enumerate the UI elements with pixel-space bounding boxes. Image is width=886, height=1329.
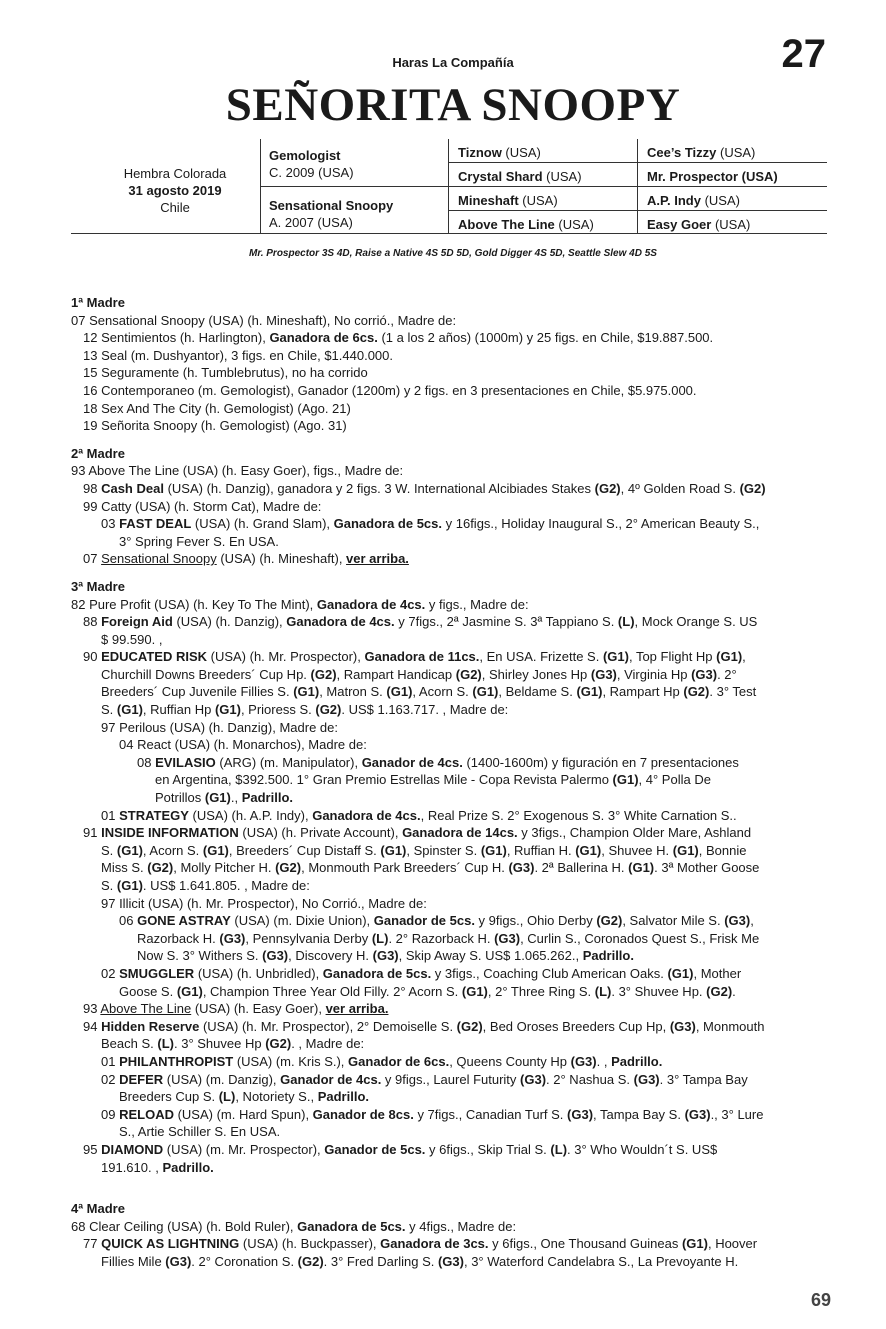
produce-entry: 02 SMUGGLER (USA) (h. Unbridled), Ganadora de 5cs. y 3figs., Coaching Club American Oaks. (G1), Mother Goose S. (G1), Champion Three Year Old Filly. 2° Acorn S. (G1), 2° Three Ring S. (L). 3° Shuvee Hp. (G2). xyxy=(101,965,742,999)
produce-entry: 16 Contemporaneo (m. Gemologist), Ganador (1200m) y 2 figs. en 3 presentaciones en Chile, $5.975.000. xyxy=(83,382,697,398)
produce-entry: 88 Foreign Aid (USA) (h. Danzig), Ganadora de 4cs. y 7figs., 2ª Jasmine S. 3ª Tappiano S. (L), Mock Orange S. US $ 99.590. , xyxy=(83,614,758,647)
page-number: 69 xyxy=(810,1290,831,1310)
dam-name: Sensational Snoopy xyxy=(269,198,394,213)
dam-cell xyxy=(269,197,393,231)
sire-cell xyxy=(269,147,354,181)
produce-entry: 01 PHILANTHROPIST (USA) (m. Kris S.), Ganador de 6cs., Queens County Hp (G3). , Padrillo. xyxy=(101,1053,663,1069)
gen3-0: Cee’s Tizzy (USA) xyxy=(647,145,756,160)
produce-entry: 13 Seal (m. Dushyantor), 3 figs. en Chile, $1.440.000. xyxy=(83,347,394,363)
produce-entry: 06 GONE ASTRAY (USA) (m. Dixie Union), Ganador de 5cs. y 9figs., Ohio Derby (G2), Salvator Mile S. (G3), Razorback H. (G3), Pennsylvania Derby (L). 2° Razorback H. (G3), Curlin S., Coronados Quest S., Frisk Me Now S. 3° Withers S. (G3), Discovery H. (G3), Skip Away S. US$ 1.065.262., Padrillo. xyxy=(119,913,760,964)
dam-entry: 07 Sensational Snoopy (USA) (h. Mineshaft), No corrió., Madre de: xyxy=(71,312,457,328)
section-2nd-dam: 2ª Madre xyxy=(71,445,125,461)
dam-info: A. 2007 (USA) xyxy=(269,215,353,230)
ped-hline-mid xyxy=(261,186,448,187)
produce-entry: 97 Illicit (USA) (h. Mr. Prospector), No Corrió., Madre de: xyxy=(101,895,427,911)
horse-name: SEÑORITA SNOOPY xyxy=(225,79,681,131)
catalog-body xyxy=(71,294,831,1270)
produce-entry: 93 Above The Line (USA) (h. Easy Goer), ver arriba. xyxy=(83,1001,389,1017)
produce-entry: 94 Hidden Reserve (USA) (h. Mr. Prospector), 2° Demoiselle S. (G2), Bed Oroses Breeders Cup Hp, (G3), Monmouth Beach S. (L). 3° Shuvee Hp (G2). , Madre de: xyxy=(83,1018,765,1052)
produce-entry: 99 Catty (USA) (h. Storm Cat), Madre de: xyxy=(83,498,322,514)
produce-entry: 90 EDUCATED RISK (USA) (h. Mr. Prospector), Ganadora de 11cs., En USA. Frizette S. (G1), Top Flight Hp (G1), Churchill Downs Breeders´ Cup Hp. (G2), Rampart Handicap (G2), Shirley Jones Hp (G3), Virginia Hp (G3). 2° Breeders´ Cup Juvenile Fillies S. (G1), Matron S. (G1), Acorn S. (G1), Beldame S. (G1), Rampart Hp (G2). 3° Test S. (G1), Ruffian Hp (G1), Prioress S. (G2). US$ 1.163.717. , Madre de: xyxy=(83,649,757,718)
produce-entry: 18 Sex And The City (h. Gemologist) (Ago. 21) xyxy=(83,400,351,416)
produce-entry: 95 DIAMOND (USA) (m. Mr. Prospector), Ganador de 5cs. y 6figs., Skip Trial S. (L). 3° Who Wouldn´t S. US$ 191.610. , Padrillo. xyxy=(83,1141,718,1175)
lot-number: 27 xyxy=(781,32,826,76)
section-1st-dam: 1ª Madre xyxy=(71,295,125,310)
section-4th-dam: 4ª Madre xyxy=(71,1201,125,1217)
produce-entry: 07 Sensational Snoopy (USA) (h. Mineshaft), ver arriba. xyxy=(83,551,409,567)
ped-hline-r2 xyxy=(449,186,827,187)
gen2-1: Crystal Shard (USA) xyxy=(458,169,582,184)
section-3rd-dam: 3ª Madre xyxy=(71,578,125,594)
produce-entry: 98 Cash Deal (USA) (h. Danzig), ganadora y 2 figs. 3 W. International Alcibiades Stakes (G2), 4º Golden Road S. (G2) xyxy=(83,480,766,496)
ped-hline-r3 xyxy=(449,210,827,211)
produce-entry: 12 Sentimientos (h. Harlington), Ganadora de 6cs. (1 a los 2 años) (1000m) y 25 figs. en Chile, $19.887.500. xyxy=(83,330,714,346)
produce-entry: 97 Perilous (USA) (h. Danzig), Madre de: xyxy=(101,719,338,735)
sire-info: C. 2009 (USA) xyxy=(269,165,354,180)
dam-entry: 82 Pure Profit (USA) (h. Key To The Mint), Ganadora de 4cs. y figs., Madre de: xyxy=(71,596,529,612)
gen2-3: Above The Line (USA) xyxy=(458,217,594,232)
dam-entry: 93 Above The Line (USA) (h. Easy Goer), figs., Madre de: xyxy=(71,463,404,479)
produce-entry: 02 DEFER (USA) (m. Danzig), Ganador de 4cs. y 9figs., Laurel Futurity (G3). 2° Nashua S. (G3). 3° Tampa Bay Breeders Cup S. (L), Notoriety S., Padrillo. xyxy=(101,1071,748,1105)
produce-entry: 04 React (USA) (h. Monarchos), Madre de: xyxy=(119,737,367,753)
gen3-2: A.P. Indy (USA) xyxy=(647,193,740,208)
produce-entry: 19 Señorita Snoopy (h. Gemologist) (Ago. 31) xyxy=(83,418,347,434)
gen2-0: Tiznow (USA) xyxy=(458,145,541,160)
produce-entry: 03 FAST DEAL (USA) (h. Grand Slam), Ganadora de 5cs. y 16figs., Holiday Inaugural S., 2° American Beauty S., 3° Spring Fever S. En USA. xyxy=(101,516,760,549)
subject-info xyxy=(95,165,255,216)
gen2-2: Mineshaft (USA) xyxy=(458,193,558,208)
produce-entry: 08 EVILASIO (ARG) (m. Manipulator), Ganador de 4cs. (1400-1600m) y figuración en 7 presentaciones en Argentina, $392.500. 1° Gran Premio Estrellas Mile - Copa Revista Palermo (G1), 4° Polla De Potrillos (G1)., Padrillo. xyxy=(137,754,739,806)
sire-name: Gemologist xyxy=(269,148,341,163)
subject-description: Hembra Colorada xyxy=(123,166,227,181)
dam-entry: 68 Clear Ceiling (USA) (h. Bold Ruler), Ganadora de 5cs. y 4figs., Madre de: xyxy=(71,1218,517,1234)
gen3-3: Easy Goer (USA) xyxy=(647,217,751,232)
ped-hline-r1 xyxy=(449,162,827,163)
ped-hline-bottom xyxy=(71,233,827,234)
produce-entry: 09 RELOAD (USA) (m. Hard Spun), Ganador de 8cs. y 7figs., Canadian Turf S. (G3), Tampa Bay S. (G3)., 3° Lure S., Artie Schiller S. En USA. xyxy=(101,1106,764,1140)
produce-entry: 91 INSIDE INFORMATION (USA) (h. Private Account), Ganadora de 14cs. y 3figs., Champion Older Mare, Ashland S. (G1), Acorn S. (G1), Breeders´ Cup Distaff S. (G1), Spinster S. (G1), Ruffian H. (G1), Shuvee H. (G1), Bonnie Miss S. (G2), Molly Pitcher H. (G2), Monmouth Park Breeders´ Cup H. (G3). 2ª Ballerina H. (G1). 3ª Mother Goose S. (G1). US$ 1.641.805. , Madre de: xyxy=(83,825,760,893)
breeder-name: Haras La Compañía xyxy=(392,55,514,70)
produce-entry: 77 QUICK AS LIGHTNING (USA) (h. Buckpasser), Ganadora de 3cs. y 6figs., One Thousand Guineas (G1), Hoover Fillies Mile (G3). 2° Coronation S. (G2). 3° Fred Darling S. (G3), 3° Waterford Candelabra S., La Prevoyante H. xyxy=(83,1236,758,1269)
inbreeding-line: Mr. Prospector 3S 4D, Raise a Native 4S 5D 5D, Gold Digger 4S 5D, Seattle Slew 4D 5S xyxy=(249,248,657,259)
subject-country: Chile xyxy=(160,200,190,215)
subject-foaled: 31 agosto 2019 xyxy=(128,183,222,198)
produce-entry: 01 STRATEGY (USA) (h. A.P. Indy), Ganadora de 4cs., Real Prize S. 2° Exogenous S. 3° White Carnation S.. xyxy=(101,807,737,823)
gen3-1: Mr. Prospector (USA) xyxy=(647,169,778,184)
produce-entry: 15 Seguramente (h. Tumblebrutus), no ha corrido xyxy=(83,365,368,381)
